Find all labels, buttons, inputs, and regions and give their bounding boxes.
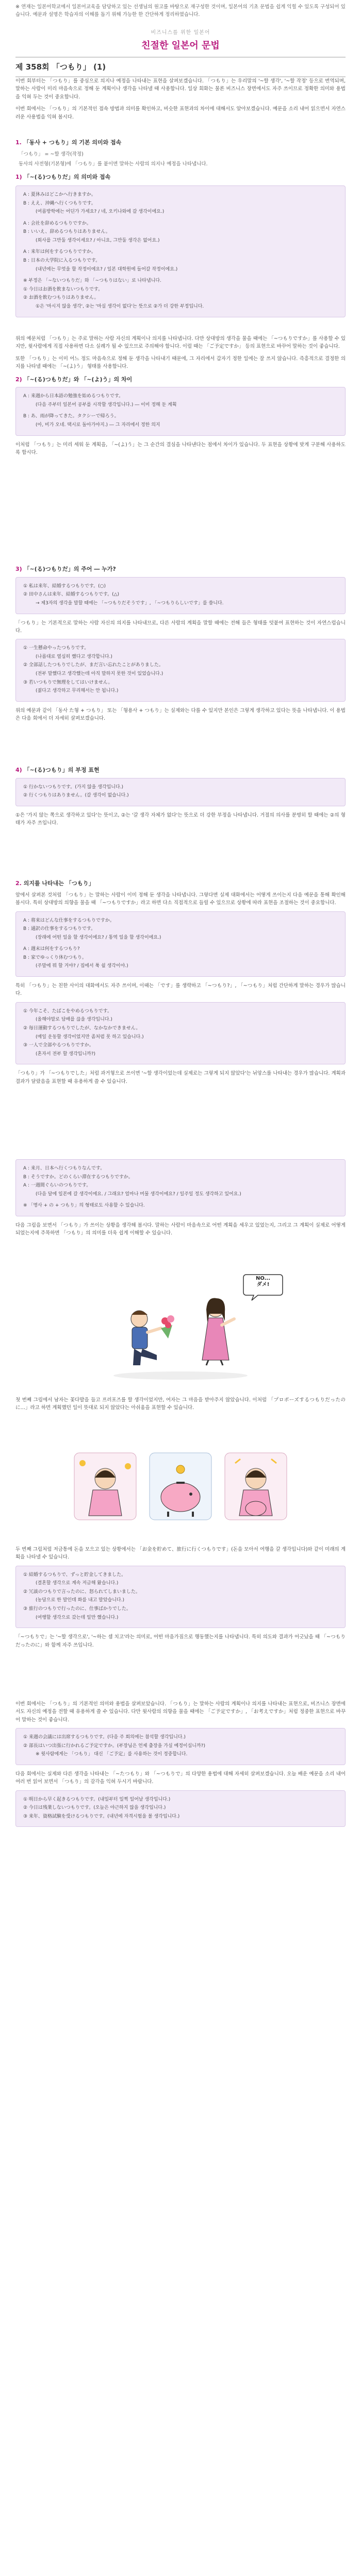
example-line: (혼자서 전부 할 생각입니까?) <box>36 1051 96 1057</box>
example-line: B : いいえ、辞めるつもりはありません。 <box>23 229 110 235</box>
example-line: ※ 부정은 「~ないつもりだ」와 「~つもりはない」로 나타냅니다. <box>23 278 161 284</box>
saving-illustration <box>72 1448 289 1530</box>
example-line: → 제3자의 생각을 말할 때에는 「~つもりだそうです」, 「~つもりらしいです」를 씁니다. <box>36 600 224 606</box>
example-box-7 <box>15 1002 346 1064</box>
sub-section-heading <box>15 565 346 574</box>
section-subtitle: 「つもり」 = ~할 생각(작정) <box>19 151 84 157</box>
example-line: A : 夏休みはどこかへ行きますか。 <box>23 192 96 197</box>
example-line: (아, 비가 오네. 택시로 돌아가야지.) ― 그 자리에서 정한 의지 <box>36 422 160 428</box>
example-box-9 <box>15 1566 346 1628</box>
section-2-examples-b <box>15 1159 346 1242</box>
section-2-text-c <box>15 1396 346 1416</box>
body-paragraph: 다음 그림을 보면서 「つもり」가 쓰이는 상황을 생각해 봅시다. 말하는 사람이 마음속으로 어떤 계획을 세우고 있었는지, 그리고 그 계획이 실제로 어떻게 되었는지에 주목하면 「つもり」의 의미를 더욱 쉽게 이해할 수 있습니다. <box>15 1222 346 1236</box>
example-line: A : 会社を辞めるつもりですか。 <box>23 221 91 226</box>
lesson-title: 제 358회 「つもり」 (1) <box>15 62 106 72</box>
section-1-text-c <box>15 762 346 832</box>
example-line: B : ええ、沖縄へ行くつもりです。 <box>23 200 96 206</box>
intro-block <box>15 77 346 125</box>
example-line: (나름대로 열심히 했다고 생각합니다.) <box>36 654 112 659</box>
sub-section-title: 「~(る)つもり」의 부정 표현 <box>24 767 100 773</box>
example-line: A : 一週間ぐらいのつもりです。 <box>23 1183 91 1189</box>
section-number: 1. <box>15 139 22 146</box>
sub-section-title: 「~(る)つもりだ」와 「~(よ)う」의 차이 <box>24 376 133 383</box>
example-line: ① 今年こそ、たばこをやめるつもりです。 <box>23 1008 112 1014</box>
example-line: (여행할 생각으로 갔는데 일만 했습니다.) <box>36 1615 119 1620</box>
example-box-8 <box>15 1159 346 1216</box>
notice-block <box>15 3 346 23</box>
body-paragraph: 첫 번째 그림에서 남자는 꽃다발을 들고 프러포즈를 할 생각이었지만, 여자는 그 마음을 받아주지 않았습니다. 이처럼 「プロポーズするつもりだったのに…」라고 하면 계획했던 일이 뜻대로 되지 않았다는 아쉬움을 표현할 수 있습니다. <box>15 1397 346 1411</box>
example-line: A : 来週から日本語の勉強を始めるつもりです。 <box>23 394 124 399</box>
section-2-text-e <box>15 1700 346 1832</box>
example-line: (장래에 어떤 일을 할 생각이에요? / 통역 일을 할 생각이에요.) <box>36 935 161 940</box>
example-line: ① 私は来年、結婚するつもりです。(○) <box>23 583 106 589</box>
example-line: ② 毎日運動するつもりでしたが、なかなかできません。 <box>23 1025 141 1031</box>
section-1-text-b <box>15 562 346 727</box>
body-paragraph: 또한 「つもり」는 이미 어느 정도 마음속으로 정해 둔 생각을 나타내기 때문에, 그 자리에서 갑자기 정한 일에는 잘 쓰지 않습니다. 즉흥적으로 결정한 의지를 나타낼 때에는 「~(よ)う」 형태를 사용합니다. <box>15 355 346 370</box>
example-line: ① 今日はお酒を飲まないつもりです。 <box>23 286 103 292</box>
example-line: ② 冗談のつもりで言ったのに、怒られてしまいました。 <box>23 1589 140 1595</box>
example-line: (회사를 그만둘 생각이세요? / 아니요, 그만둘 생각은 없어요.) <box>36 238 160 243</box>
body-paragraph: ①은 '가지 않는 쪽으로 생각하고 있다'는 뜻이고, ②는 '갈 생각 자체가 없다'는 뜻으로 더 강한 부정을 나타냅니다. 거절의 의사를 분명히 할 때에는 ②의 형태가 자주 쓰입니다. <box>15 812 346 826</box>
sub-section-title: 「~(る)つもりだ」의 의미와 접속 <box>24 173 111 180</box>
column-name: 친절한 일본어 문법 <box>141 40 220 52</box>
body-paragraph: 특히 「つもり」는 친한 사이의 대화에서도 자주 쓰이며, 이때는 「です」를 생략하고 「~つもり?」, 「~つもり」처럼 간단하게 말하는 경우가 많습니다. <box>15 983 346 997</box>
body-paragraph: 두 번째 그림처럼 저금통에 돈을 모으고 있는 상황에서는 「お金を貯めて、旅行に行くつもりです」(돈을 모아서 여행을 갈 생각입니다)와 같이 미래의 계획을 나타낼 수 있습니다. <box>15 1547 346 1561</box>
sub-section-heading <box>15 766 346 775</box>
example-line: B : そうですか。どのくらい滞在するつもりですか。 <box>23 1174 133 1180</box>
example-line: ② 全部話したつもりでしたが、まだ言い忘れたことがありました。 <box>23 663 163 668</box>
example-box-2 <box>15 387 346 435</box>
example-line: B : 通訳の仕事をするつもりです。 <box>23 926 96 932</box>
body-paragraph: 이처럼 「つもり」는 미리 세워 둔 계획을, 「~(よ)う」는 그 순간의 결심을 나타낸다는 점에서 차이가 있습니다. 두 표현을 상황에 맞게 구분해 사용하도록 합시다. <box>15 442 346 455</box>
example-line: ① 結婚するつもりで、ずっと貯金してきました。 <box>23 1572 126 1578</box>
example-line: ① 一生懸命やったつもりです。 <box>23 646 89 651</box>
sub-section-title: 「~(る)つもりだ」의 주어 ― 누가? <box>24 566 116 572</box>
example-line: B : 日本の大学院に入るつもりです。 <box>23 258 101 264</box>
example-box-10 <box>15 1728 346 1765</box>
example-line: (전부 말했다고 생각했는데 아직 말하지 못한 것이 있었습니다.) <box>36 671 163 677</box>
notice-text: ※ 연재는 일본어학교에서 일본어교육을 담당하고 있는 선생님의 원고를 바탕으로 재구성한 것이며, 일본어의 기초 문법을 쉽게 익힐 수 있도록 구성되어 있습니다. 예문과 설명은 학습자의 이해를 돕기 위해 가능한 한 간단하게 정리하였습니다. <box>15 4 346 18</box>
example-line: ※ 「명사 + の + つもり」의 형태로도 사용할 수 있습니다. <box>23 1203 145 1209</box>
example-line: (농담으로 한 말인데 화를 내고 말았습니다.) <box>36 1598 124 1603</box>
example-line: A : 来月、日本へ行くつもりなんです。 <box>23 1166 105 1171</box>
example-line: ③ 一人で全部やるつもりですか。 <box>23 1043 94 1048</box>
example-line: (다음 달에 일본에 갈 생각이에요. / 그래요? 얼마나 머물 생각이에요? / 일주일 정도 생각하고 있어요.) <box>36 1191 241 1197</box>
lesson-title-bar <box>15 57 346 77</box>
sub-section-number: 1) <box>15 173 22 180</box>
speech-bubble <box>242 1273 284 1301</box>
example-line: ② お酒を飲むつもりはありません。 <box>23 295 99 301</box>
example-line: ③ 来年、資格試験を受けるつもりです。(내년에 자격시험을 볼 생각입니다.) <box>23 1814 180 1819</box>
example-line: ①은 '마시지 않을 생각', ②는 '마실 생각이 없다'는 뜻으로 ②가 더 강한 부정입니다. <box>36 303 204 309</box>
example-line: (다음 주부터 일본어 공부를 시작할 생각입니다.) ― 이미 정해 둔 계획 <box>36 402 177 408</box>
intro-paragraph: 이번 회에서는 「つもり」의 기본적인 접속 방법과 의미를 확인하고, 비슷한 표현과의 차이에 대해서도 알아보겠습니다. 예문을 소리 내어 읽으면서 자연스러운 사용법을 익혀 봅시다. <box>15 106 346 120</box>
section-number: 2. <box>15 880 22 887</box>
sub-section-heading <box>15 173 346 182</box>
example-line: (젊다고 생각하고 무리해서는 안 됩니다.) <box>36 688 119 694</box>
body-paragraph: 위의 예문과 같이 「동사 た형 + つもり」 또는 「형용사 + つもり」는 실제와는 다를 수 있지만 본인은 그렇게 생각하고 있다는 뜻을 나타냅니다. 이 용법은 다음 회에서 더 자세히 살펴보겠습니다. <box>15 707 346 722</box>
example-line: (내년에는 무엇을 할 작정이에요? / 일본 대학원에 들어갈 작정이에요.) <box>36 266 178 272</box>
section-title: 「동사 + つもり」의 기본 의미와 접속 <box>23 139 122 146</box>
proposal-drawing <box>103 1278 258 1381</box>
example-line: ① 明日から早く起きるつもりです。(내일부터 일찍 일어날 생각입니다.) <box>23 1797 171 1802</box>
example-box-4 <box>15 639 346 701</box>
example-line: (결혼할 생각으로 계속 저금해 왔습니다.) <box>36 1581 119 1586</box>
sub-section-number: 3) <box>15 566 22 572</box>
section-heading <box>15 879 346 888</box>
example-box-6 <box>15 911 346 977</box>
example-line: (주말에 뭐 할 거야? / 집에서 푹 쉴 생각이야.) <box>36 963 128 969</box>
saving-drawing <box>72 1448 289 1530</box>
section-heading <box>15 138 346 147</box>
example-line: ③ 若いつもりで無理をしてはいけません。 <box>23 680 113 685</box>
example-line: A : 来年は何をするつもりですか。 <box>23 249 96 255</box>
section-1-head <box>15 135 346 184</box>
body-paragraph: 「つもり」가 「~つもりでした」처럼 과거형으로 쓰이면 '~할 생각이었는데 실제로는 그렇게 되지 않았다'는 뉘앙스를 나타내는 경우가 많습니다. 계획과 결과가 달랐음을 표현할 때 유용하게 쓸 수 있습니다. <box>15 1071 346 1084</box>
section-title: 의지를 나타내는 「つもり」 <box>23 880 94 887</box>
example-line: B : 家でゆっくり休むつもり。 <box>23 955 87 960</box>
example-box-1 <box>15 185 346 323</box>
speech-bubble-text: NO... ダメ! <box>255 1276 271 1287</box>
series-label: 비즈니스를 위한 일본어 <box>151 30 210 36</box>
body-paragraph: 앞에서 살펴본 것처럼 「つもり」는 말하는 사람이 이미 정해 둔 생각을 나타냅니다. 그렇다면 실제 대화에서는 어떻게 쓰이는지 다음 예문을 통해 확인해 봅시다. 특히 상대방의 의향을 물을 때 「~つもりですか」라고 하면 다소 직접적으로 들릴 수 있으므로 상황에 따라 표현을 조절하는 것이 중요합니다. <box>15 892 346 906</box>
example-line: B : あ、雨が降ってきた。タクシーで帰ろう。 <box>23 414 119 419</box>
sub-section-heading <box>15 375 346 384</box>
section-lead: 동사의 사전형(기본형)에 「つもり」를 붙이면 말하는 사람의 의지나 예정을 나타냅니다. <box>19 161 208 167</box>
section-2-text-d <box>15 1546 346 1653</box>
proposal-illustration <box>103 1278 258 1381</box>
example-line: ① 来週の会議には出席するつもりです。(다음 주 회의에는 참석할 생각입니다.) <box>23 1735 186 1740</box>
example-box-5 <box>15 778 346 806</box>
example-line: ② 田中さんは来年、結婚するつもりです。(△) <box>23 592 120 598</box>
body-paragraph: 이번 회에서는 「つもり」의 기본적인 의미와 용법을 살펴보았습니다. 「つもり」는 말하는 사람의 계획이나 의지를 나타내는 표현으로, 비즈니스 장면에서도 자신의 예정을 전할 때 유용하게 쓸 수 있습니다. 다만 윗사람의 의향을 물을 때에는 「ご予定ですか」, 「お考えですか」처럼 정중한 표현으로 바꾸어 말하는 것이 좋습니다. <box>15 1701 346 1723</box>
section-2 <box>15 876 346 1090</box>
body-paragraph: 다음 회에서는 실제와 다른 생각을 나타내는 「~たつもり」와 「~つもりで」의 다양한 용법에 대해 자세히 살펴보겠습니다. 오늘 배운 예문을 소리 내어 여러 번 읽어 보면서 「つもり」의 감각을 익혀 두시기 바랍니다. <box>15 1771 346 1785</box>
body-paragraph: 「つもり」는 기본적으로 말하는 사람 자신의 의지를 나타내므로, 다른 사람의 계획을 말할 때에는 전해 들은 형태를 덧붙여 표현하는 것이 자연스럽습니다. <box>15 620 346 634</box>
example-line: ② 行くつもりはありません。(갈 생각이 없습니다.) <box>23 793 129 799</box>
example-line: ② 部長はいつ出張に行かれるご予定ですか。(부장님은 언제 출장을 가실 예정이십니까?) <box>23 1743 205 1749</box>
example-line: (올해야말로 담배를 끊을 생각입니다.) <box>36 1017 112 1023</box>
body-paragraph: 「~つもりで」는 '~할 생각으로', '~하는 셈 치고'라는 의미로, 어떤 마음가짐으로 행동했는지를 나타냅니다. 특히 의도와 결과가 어긋났을 때 「~つもりだったのに」와 함께 자주 쓰입니다. <box>15 1634 346 1648</box>
example-line: ② 今日は残業しないつもりです。(오늘은 야근하지 않을 생각입니다.) <box>23 1805 166 1811</box>
example-line: A : 週末は何をするつもり? <box>23 946 80 952</box>
example-line: A : 将来はどんな仕事をするつもりですか。 <box>23 918 114 923</box>
body-paragraph: 위의 예문처럼 「つもり」는 주로 말하는 사람 자신의 계획이나 의지를 나타냅니다. 다만 상대방의 생각을 물을 때에는 「~つもりですか」를 사용할 수 있지만, 윗사람에게 직접 사용하면 다소 실례가 될 수 있으므로 주의해야 합니다. 이럴 때는 「ご予定ですか」 등의 표현으로 바꾸어 말하는 것이 좋습니다. <box>15 336 346 350</box>
example-line: ③ 旅行のつもりで行ったのに、仕事ばかりでした。 <box>23 1606 131 1612</box>
intro-paragraph: 이번 회부터는 「つもり」를 중심으로 의지나 예정을 나타내는 표현을 살펴보겠습니다. 「つもり」는 우리말의 '~할 생각', '~할 작정' 등으로 번역되며, 말하는 사람이 미리 마음속으로 정해 둔 계획이나 생각을 나타낼 때 사용합니다. 일상 회화는 물론 비즈니스 장면에서도 자주 쓰이므로 정확한 의미와 용법을 익혀 두는 것이 중요합니다. <box>15 78 346 100</box>
example-line: ① 行かないつもりです。(가지 않을 생각입니다.) <box>23 784 124 790</box>
column-header <box>15 29 346 53</box>
sub-section-number: 4) <box>15 767 22 773</box>
section-1-text-a <box>15 335 346 461</box>
example-line: ※ 윗사람에게는 「つもり」 대신 「ご予定」를 사용하는 것이 정중합니다. <box>36 1752 188 1757</box>
example-box-3 <box>15 577 346 614</box>
example-line: (매일 운동할 생각이었지만 좀처럼 못 하고 있습니다.) <box>36 1034 144 1040</box>
example-box-11 <box>15 1790 346 1827</box>
sub-section-number: 2) <box>15 376 22 383</box>
example-line: (여름방학에는 어딘가 가세요? / 네, 오키나와에 갈 생각이에요.) <box>36 209 165 215</box>
